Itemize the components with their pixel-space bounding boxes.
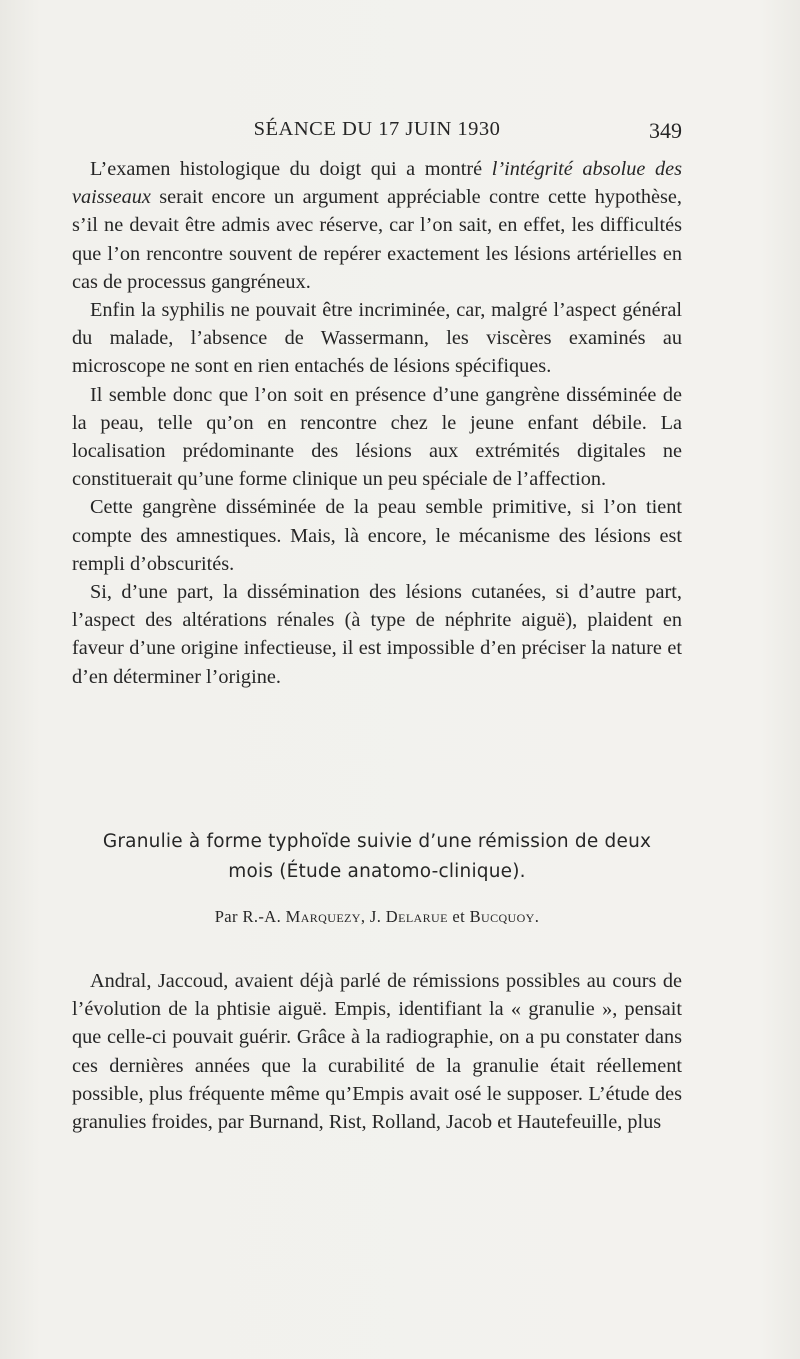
body-text [72, 155, 682, 691]
author-separator: , [360, 907, 370, 926]
section-title-line: Granulie à forme typhoïde suivie d’une rémission de deux [102, 831, 652, 852]
author-name: R.-A. Marquezy [242, 907, 361, 926]
author-line [72, 904, 682, 930]
author-separator: et [447, 907, 470, 926]
paragraph: Cette gangrène disséminée de la peau semble primitive, si l’on tient compte des amnestiques. Mais, là encore, le mécanisme des lésions est rempli d’obscurités. [72, 496, 682, 575]
section-title-line: mois (Étude anatomo-clinique). [228, 861, 526, 882]
author-name: J. Delarue [369, 907, 448, 926]
paragraph-text: serait encore un argument appréciable contre cette hypothèse, s’il ne devait être admis avec réserve, car l’on sait, en effet, les difficultés que l’on rencontre souvent de repérer exactement les lésions artérielles en cas de processus gangréneux. [72, 186, 682, 293]
paragraph: Andral, Jaccoud, avaient déjà parlé de rémissions possibles au cours de l’évolution de la phtisie aiguë. Empis, identifiant la « granulie », pensait que celle-ci pouvait guérir. Grâce à la radiographie, on a pu constater dans ces dernières années que la curabilité de la granulie était réellement possible, plus fréquente même qu’Empis avait osé le supposer. L’étude des granulies froides, par Burnand, Rist, Rolland, Jacob et Hautefeuille, plus [72, 970, 682, 1134]
paragraph [72, 155, 682, 296]
section-title [72, 827, 682, 887]
paragraph: Si, d’une part, la dissémination des lésions cutanées, si d’autre part, l’aspect des altérations rénales (à type de néphrite aiguë), plaident en faveur d’une origine infectieuse, il est impossible d’en préciser la nature et d’en déterminer l’origine. [72, 581, 682, 688]
paragraph: Il semble donc que l’on soit en présence d’une gangrène disséminée de la peau, telle qu’on en rencontre chez le jeune enfant débile. La localisation prédominante des lésions aux extrémités digitales ne constituerait qu’une forme clinique un peu spéciale de l’affection. [72, 383, 682, 491]
author-name: Bucquoy [469, 907, 535, 926]
body-text-2 [72, 967, 682, 1136]
paragraph: Enfin la syphilis ne pouvait être incriminée, car, malgré l’aspect général du malade, l’absence de Wassermann, les viscères examinés au microscope ne sont en rien entachés de lésions spécifiques. [72, 299, 682, 378]
paragraph-text: L’examen histologique du doigt qui a montré [90, 158, 492, 180]
author-suffix: . [534, 907, 540, 926]
author-prefix: Par [214, 907, 243, 926]
page-number: 349 [649, 118, 682, 143]
emphasis-text: l’intégrité absolue des vaisseaux [72, 158, 683, 209]
page-header [72, 118, 682, 148]
running-head: SÉANCE DU 17 JUIN 1930 [253, 118, 501, 140]
